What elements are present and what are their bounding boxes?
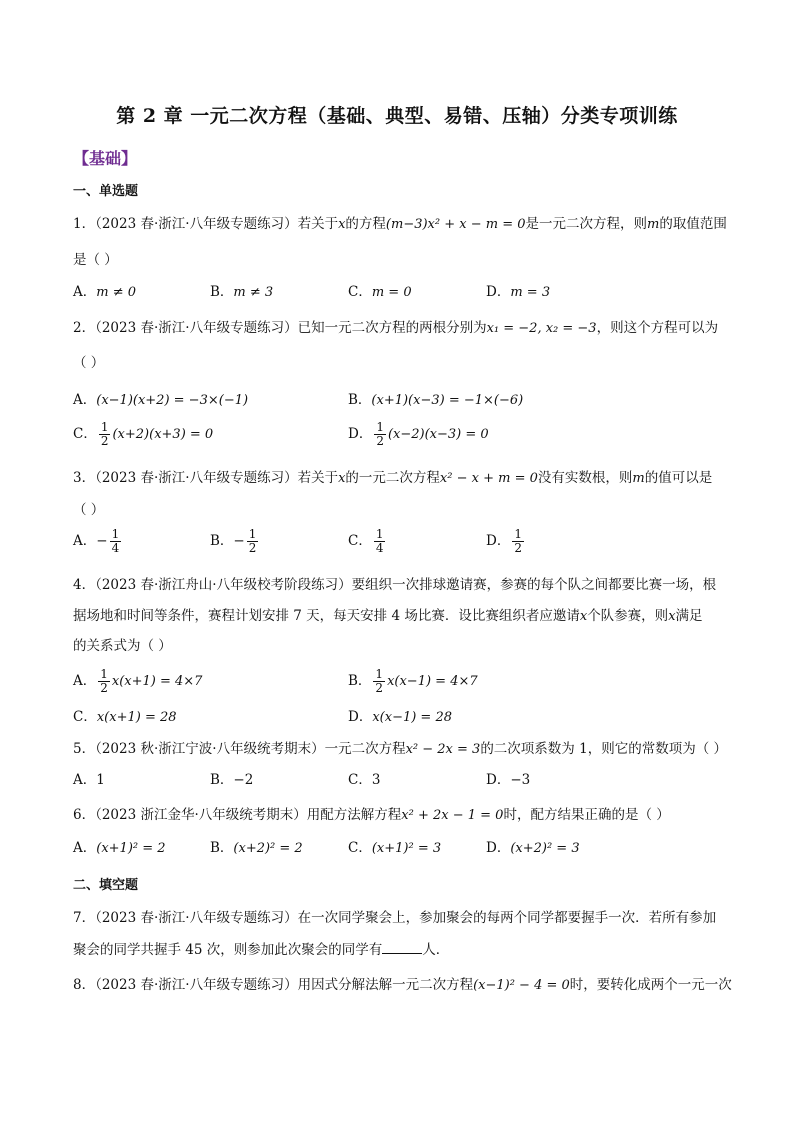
question-3-line-1 xyxy=(73,466,712,486)
question-7-line-1: 7．（2023 春·浙江·八年级专题练习）在一次同学聚会上，参加聚会的每两个同学都要握手一次．若所有参加 xyxy=(73,910,717,926)
q3-text: 的一元二次方程 xyxy=(345,470,440,486)
q4-var-x: x xyxy=(668,609,676,624)
option-label: A． xyxy=(73,392,97,408)
denominator: 2 xyxy=(100,681,108,695)
q1-text: 1．（2023 春·浙江·八年级专题练习）若关于 xyxy=(73,216,339,232)
question-3-line-2: （ ） xyxy=(73,502,105,518)
fraction xyxy=(110,528,122,555)
option-label: A． xyxy=(73,533,97,549)
answer-blank[interactable] xyxy=(382,941,422,954)
q1-text: 是一元二次方程，则 xyxy=(525,216,648,232)
denominator: 2 xyxy=(514,541,522,555)
q3-option-c xyxy=(348,528,387,555)
q3-var-x: x xyxy=(338,471,346,486)
option-label: A． xyxy=(73,673,97,689)
option-value: x(x−1) = 28 xyxy=(372,710,452,725)
fraction xyxy=(512,528,524,555)
option-label: C． xyxy=(348,284,372,300)
q1-option-c xyxy=(348,280,412,300)
q6-equation: x² + 2x − 1 = 0 xyxy=(401,808,504,823)
option-label: D． xyxy=(348,709,373,725)
q1-option-a xyxy=(73,280,136,300)
denominator: 2 xyxy=(375,681,384,695)
q5-option-d xyxy=(486,768,530,788)
option-label: D． xyxy=(348,426,373,442)
q2-roots: x₁ = −2, x₂ = −3 xyxy=(486,321,597,336)
q2-option-a xyxy=(73,388,248,408)
fraction xyxy=(373,668,385,695)
q3-equation: x² − x + m = 0 xyxy=(439,471,538,486)
q8-text: 8．（2023 春·浙江·八年级专题练习）用因式分解法解一元二次方程 xyxy=(73,977,474,993)
q3-text: 没有实数根，则 xyxy=(537,470,633,486)
q3-option-b xyxy=(210,528,260,555)
section-tag-basic: 【基础】 xyxy=(73,149,138,168)
sign: − xyxy=(96,533,108,549)
option-value: m = 0 xyxy=(371,285,412,300)
option-label: C． xyxy=(73,426,97,442)
q5-option-b xyxy=(210,768,253,788)
question-5-line-1 xyxy=(73,737,727,757)
option-value: 3 xyxy=(371,772,381,788)
q3-option-d xyxy=(486,528,526,555)
q5-text: 5．（2023 秋·浙江宁波·八年级统考期末）一元二次方程 xyxy=(73,741,406,757)
q5-text: 的二次项系数为 1，则它的常数项为（ ） xyxy=(480,741,727,757)
q6-option-b xyxy=(210,836,303,856)
question-4-line-3: 的关系式为（ ） xyxy=(73,638,172,654)
q2-option-b xyxy=(348,388,523,408)
page-title: 第 2 章 一元二次方程（基础、典型、易错、压轴）分类专项训练 xyxy=(116,105,678,127)
fraction xyxy=(247,528,259,555)
option-label: C． xyxy=(73,709,97,725)
q1-option-d xyxy=(486,280,550,300)
option-value: (x+1)(x−3) = −1×(−6) xyxy=(371,393,524,408)
section-heading-fill-blank: 二、填空题 xyxy=(73,878,139,893)
option-value: (x+2)² = 3 xyxy=(510,841,580,856)
question-6-line-1 xyxy=(73,803,670,823)
option-label: A． xyxy=(73,284,97,300)
numerator: 1 xyxy=(100,667,108,681)
option-value: x(x+1) = 28 xyxy=(96,710,177,725)
q1-equation: (m−3)x² + x − m = 0 xyxy=(385,217,526,232)
q3-text: 3．（2023 春·浙江·八年级专题练习）若关于 xyxy=(73,470,339,486)
q4-text: 据场地和时间等条件，赛程计划安排 7 天，每天安排 4 场比赛．设比赛组织者应邀请 xyxy=(73,608,580,624)
option-value: −3 xyxy=(510,772,531,788)
denominator: 4 xyxy=(111,541,120,555)
question-8-line-1 xyxy=(73,973,732,993)
q1-var-m: m xyxy=(647,217,660,232)
q7-text: 聚会的同学共握手 45 次，则参加此次聚会的同学有 xyxy=(73,942,383,958)
q4-var-x: x xyxy=(579,609,588,624)
option-value: m ≠ 3 xyxy=(233,285,274,300)
section-heading-single-choice: 一、单选题 xyxy=(73,184,139,199)
q1-text: 的方程 xyxy=(345,216,386,232)
fraction xyxy=(374,528,386,555)
q6-text: 6．（2023 浙江金华·八年级统考期末）用配方法解方程 xyxy=(73,807,402,823)
sign: − xyxy=(233,533,245,549)
option-value: (x+1)² = 3 xyxy=(371,841,442,856)
denominator: 2 xyxy=(100,434,109,448)
q6-option-d xyxy=(486,836,580,856)
option-label: D． xyxy=(486,533,511,549)
q4-option-d xyxy=(348,705,452,725)
option-value: (x+1)² = 2 xyxy=(96,841,166,856)
q5-option-c xyxy=(348,768,380,788)
q3-text: 的值可以是 xyxy=(644,470,713,486)
q4-option-b xyxy=(348,668,478,695)
numerator: 1 xyxy=(248,527,257,541)
question-4-line-2 xyxy=(73,604,703,624)
q4-option-c xyxy=(73,705,177,725)
q5-equation: x² − 2x = 3 xyxy=(405,742,481,757)
option-label: B． xyxy=(210,772,234,788)
option-value: (x−2)(x−3) = 0 xyxy=(387,427,489,442)
option-label: D． xyxy=(486,284,511,300)
q5-option-a xyxy=(73,768,105,788)
fraction xyxy=(98,668,110,695)
question-2-line-1 xyxy=(73,316,718,336)
option-value: 1 xyxy=(96,772,105,788)
option-label: D． xyxy=(486,840,511,856)
option-value: m = 3 xyxy=(510,285,551,300)
option-label: C． xyxy=(348,772,372,788)
denominator: 2 xyxy=(248,541,257,555)
option-label: C． xyxy=(348,533,372,549)
numerator: 1 xyxy=(375,667,384,681)
q2-text: 2．（2023 春·浙江·八年级专题练习）已知一元二次方程的两根分别为 xyxy=(73,320,487,336)
option-value: (x+2)² = 2 xyxy=(233,841,303,856)
option-value: m ≠ 0 xyxy=(96,285,137,300)
option-value: (x−1)(x+2) = −3×(−1) xyxy=(96,393,249,408)
q1-option-b xyxy=(210,280,273,300)
q6-text: 时，配方结果正确的是（ ） xyxy=(503,807,670,823)
q4-option-a xyxy=(73,668,202,695)
q4-text: 个队参赛，则 xyxy=(587,608,669,624)
question-7-line-2 xyxy=(73,938,449,958)
q2-text: ，则这个方程可以为 xyxy=(596,320,719,336)
q4-text: 满足 xyxy=(675,608,703,624)
option-label: A． xyxy=(73,840,97,856)
option-label: A． xyxy=(73,772,97,788)
option-label: B． xyxy=(348,673,372,689)
numerator: 1 xyxy=(100,420,109,434)
option-value: (x+2)(x+3) = 0 xyxy=(112,427,214,442)
q6-option-c xyxy=(348,836,441,856)
question-1-line-1 xyxy=(73,212,727,232)
fraction xyxy=(99,421,111,448)
numerator: 1 xyxy=(375,527,384,541)
denominator: 2 xyxy=(376,434,384,448)
q8-equation: (x−1)² − 4 = 0 xyxy=(473,978,570,993)
numerator: 1 xyxy=(376,420,384,434)
q2-option-d xyxy=(348,421,489,448)
numerator: 1 xyxy=(111,527,120,541)
q6-option-a xyxy=(73,836,166,856)
option-value: x(x−1) = 4×7 xyxy=(387,674,478,689)
denominator: 4 xyxy=(375,541,384,555)
option-label: B． xyxy=(210,284,234,300)
q3-var-m: m xyxy=(632,471,645,486)
numerator: 1 xyxy=(514,527,522,541)
option-label: B． xyxy=(210,533,234,549)
q3-option-a xyxy=(73,528,123,555)
fraction xyxy=(374,421,386,448)
option-label: B． xyxy=(210,840,234,856)
question-2-line-2: （ ） xyxy=(73,355,105,371)
question-4-line-1: 4．（2023 春·浙江舟山·八年级校考阶段练习）要组织一次排球邀请赛，参赛的每个队之间都要比赛一场，根 xyxy=(73,577,717,593)
option-label: C． xyxy=(348,840,372,856)
option-label: D． xyxy=(486,772,511,788)
q1-var-x: x xyxy=(338,217,346,232)
option-label: B． xyxy=(348,392,372,408)
q8-text: 时，要转化成两个一元一次 xyxy=(569,977,732,993)
q7-text: 人． xyxy=(422,942,450,958)
question-1-line-2: 是（ ） xyxy=(73,252,118,268)
q1-text: 的取值范围 xyxy=(659,216,727,232)
option-value: x(x+1) = 4×7 xyxy=(111,674,203,689)
q2-option-c xyxy=(73,421,213,448)
option-value: −2 xyxy=(233,772,254,788)
